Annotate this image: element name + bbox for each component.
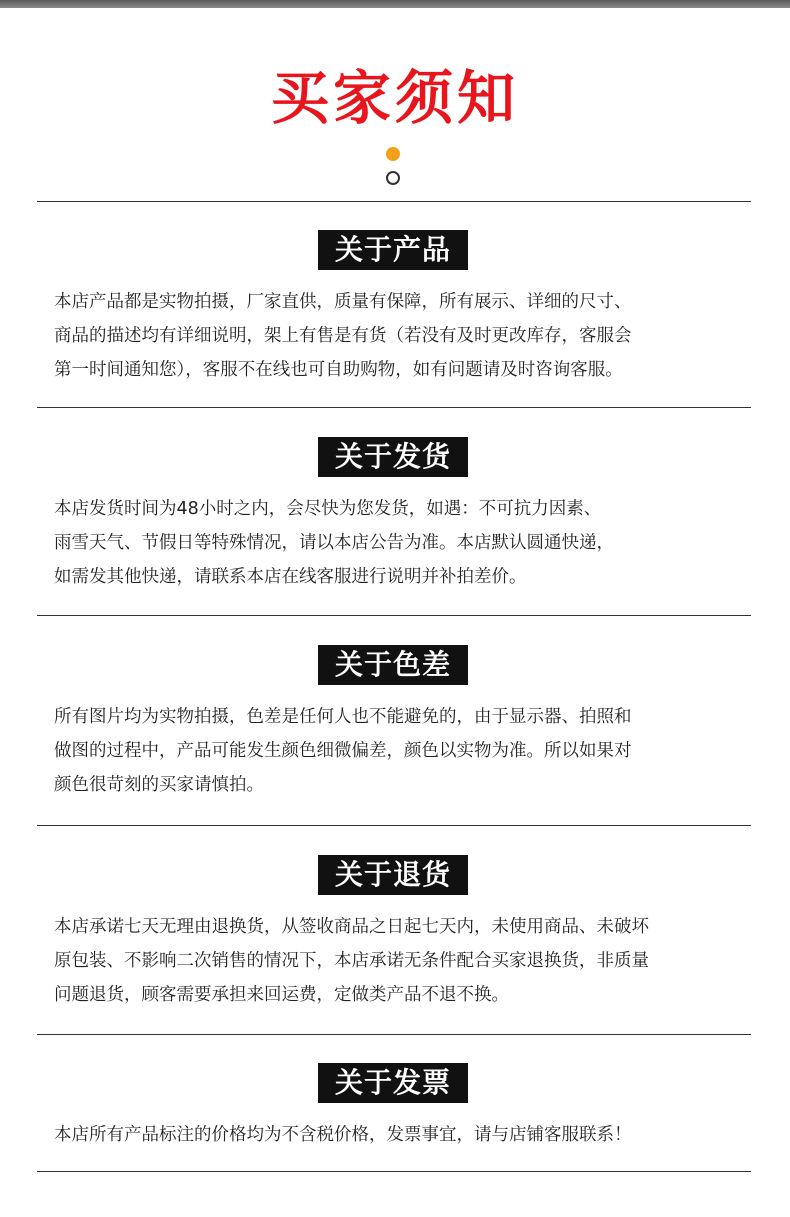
section-label-shipping: 关于发货 xyxy=(318,437,468,477)
section-line: 第一时间通知您），客服不在线也可自助购物，如有问题请及时咨询客服。 xyxy=(54,360,623,380)
section-line: 本店发货时间为48小时之内，会尽快为您发货，如遇：不可抗力因素、 xyxy=(54,499,602,519)
section-line: 做图的过程中，产品可能发生颜色细微偏差，颜色以实物为准。所以如果对 xyxy=(54,741,632,761)
section-divider xyxy=(37,825,751,826)
section-label-invoice: 关于发票 xyxy=(318,1063,468,1103)
section-label-color-difference: 关于色差 xyxy=(318,645,468,685)
section-label-product: 关于产品 xyxy=(318,230,468,270)
page-title: 买家须知 xyxy=(270,64,519,132)
ring-dot-icon xyxy=(386,171,400,185)
section-body-color-difference xyxy=(54,700,744,802)
section-body-invoice xyxy=(54,1118,744,1152)
section-line: 本店承诺七天无理由退换货，从签收商品之日起七天内，未使用商品、未破坏 xyxy=(54,917,649,937)
section-line: 问题退货，顾客需要承担来回运费，定做类产品不退不换。 xyxy=(54,985,509,1005)
section-divider xyxy=(37,407,751,408)
section-divider xyxy=(37,615,751,616)
section-line: 本店所有产品标注的价格均为不含税价格，发票事宜，请与店铺客服联系！ xyxy=(54,1125,632,1145)
section-divider xyxy=(37,1171,751,1172)
section-line: 商品的描述均有详细说明，架上有售是有货（若没有及时更改库存，客服会 xyxy=(54,326,632,346)
section-line: 本店产品都是实物拍摄，厂家直供，质量有保障，所有展示、详细的尺寸、 xyxy=(54,292,632,312)
section-line: 原包装、不影响二次销售的情况下，本店承诺无条件配合买家退换货，非质量 xyxy=(54,951,649,971)
section-line: 如需发其他快递，请联系本店在线客服进行说明并补拍差价。 xyxy=(54,567,527,587)
section-body-returns xyxy=(54,910,744,1012)
section-body-product xyxy=(54,285,744,387)
section-line: 雨雪天气、节假日等特殊情况，请以本店公告为准。本店默认圆通快递， xyxy=(54,533,614,553)
section-divider xyxy=(37,201,751,202)
top-border-bar xyxy=(0,0,790,8)
section-line: 所有图片均为实物拍摄，色差是任何人也不能避免的，由于显示器、拍照和 xyxy=(54,707,632,727)
section-divider xyxy=(37,1034,751,1035)
section-label-returns: 关于退货 xyxy=(318,855,468,895)
orange-dot-icon xyxy=(386,147,400,161)
section-line: 颜色很苛刻的买家请慎拍。 xyxy=(54,775,264,795)
section-body-shipping xyxy=(54,492,744,594)
